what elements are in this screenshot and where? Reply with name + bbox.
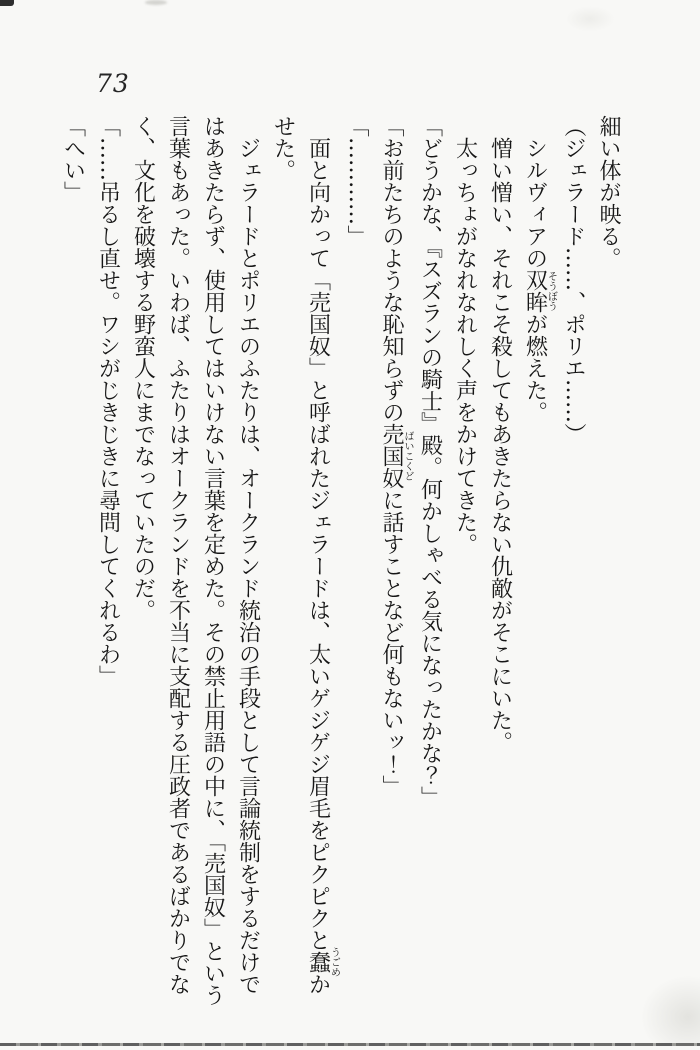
paragraph: 面と向かって「売国奴」と呼ばれたジェラードは、太いゲジゲジ眉毛をピクピクと蠢うごめかせた。 [270,115,340,995]
ruby-annotated-word: 蠢うごめ [305,947,340,977]
scan-artifact-top-smudge [145,0,167,5]
paragraph: 「お前たちのような恥知らずの売国奴ばいこくどに話すことなど何もないッ！」 [379,115,413,797]
paragraph: ジェラードとポリエのふたりは、オークランド統治の手段として言論統制をするだけではあきたらず、使用してはいけない言葉を定めた。その禁止用語の中に、「売国奴」という言葉もあった。いわば、ふたりはオークランドを不当に支配する圧政者であるばかりでなく、文化を破壊する野蛮人にまでなっていたのだ。 [130,115,261,1006]
scan-artifact-bottom-edge [0,1043,700,1046]
paragraph: 「……吊るし直せ。ワシがじきじきに尋問してくれるわ」 [95,115,121,687]
paragraph: 太っちょがなれなれしく声をかけてきた。 [452,137,478,555]
furigana: そうぼう [545,269,557,313]
scan-artifact-top-left-mark [0,0,14,6]
paragraph: （ジェラード……、ポリエ……） [561,115,586,445]
paragraph: 「へい」 [60,115,86,203]
scan-artifact-top-right-smudge [565,6,615,32]
paragraph: 憎い憎い、それこそ殺してもあきたらない仇敵がそこにいた。 [487,137,513,753]
furigana: うごめ [328,947,340,977]
ruby-annotated-word: 双眸そうぼう [522,269,557,313]
paragraph: シルヴィアの双眸そうぼうが燃えた。 [522,137,557,423]
ruby-annotated-word: 売国奴ばいこくど [379,423,413,489]
vertical-text-block [60,115,626,1009]
scan-artifact-bottom-right-smudge [640,975,700,1045]
paragraph: 「…………」 [344,115,369,247]
paragraph: 細い体が映る。 [596,115,621,269]
furigana: ばいこくど [402,423,413,489]
page-number: 73 [96,69,130,98]
paragraph: 「どうかな、『スズランの騎士』殿。何かしゃべる気になったかな？」 [417,115,443,808]
